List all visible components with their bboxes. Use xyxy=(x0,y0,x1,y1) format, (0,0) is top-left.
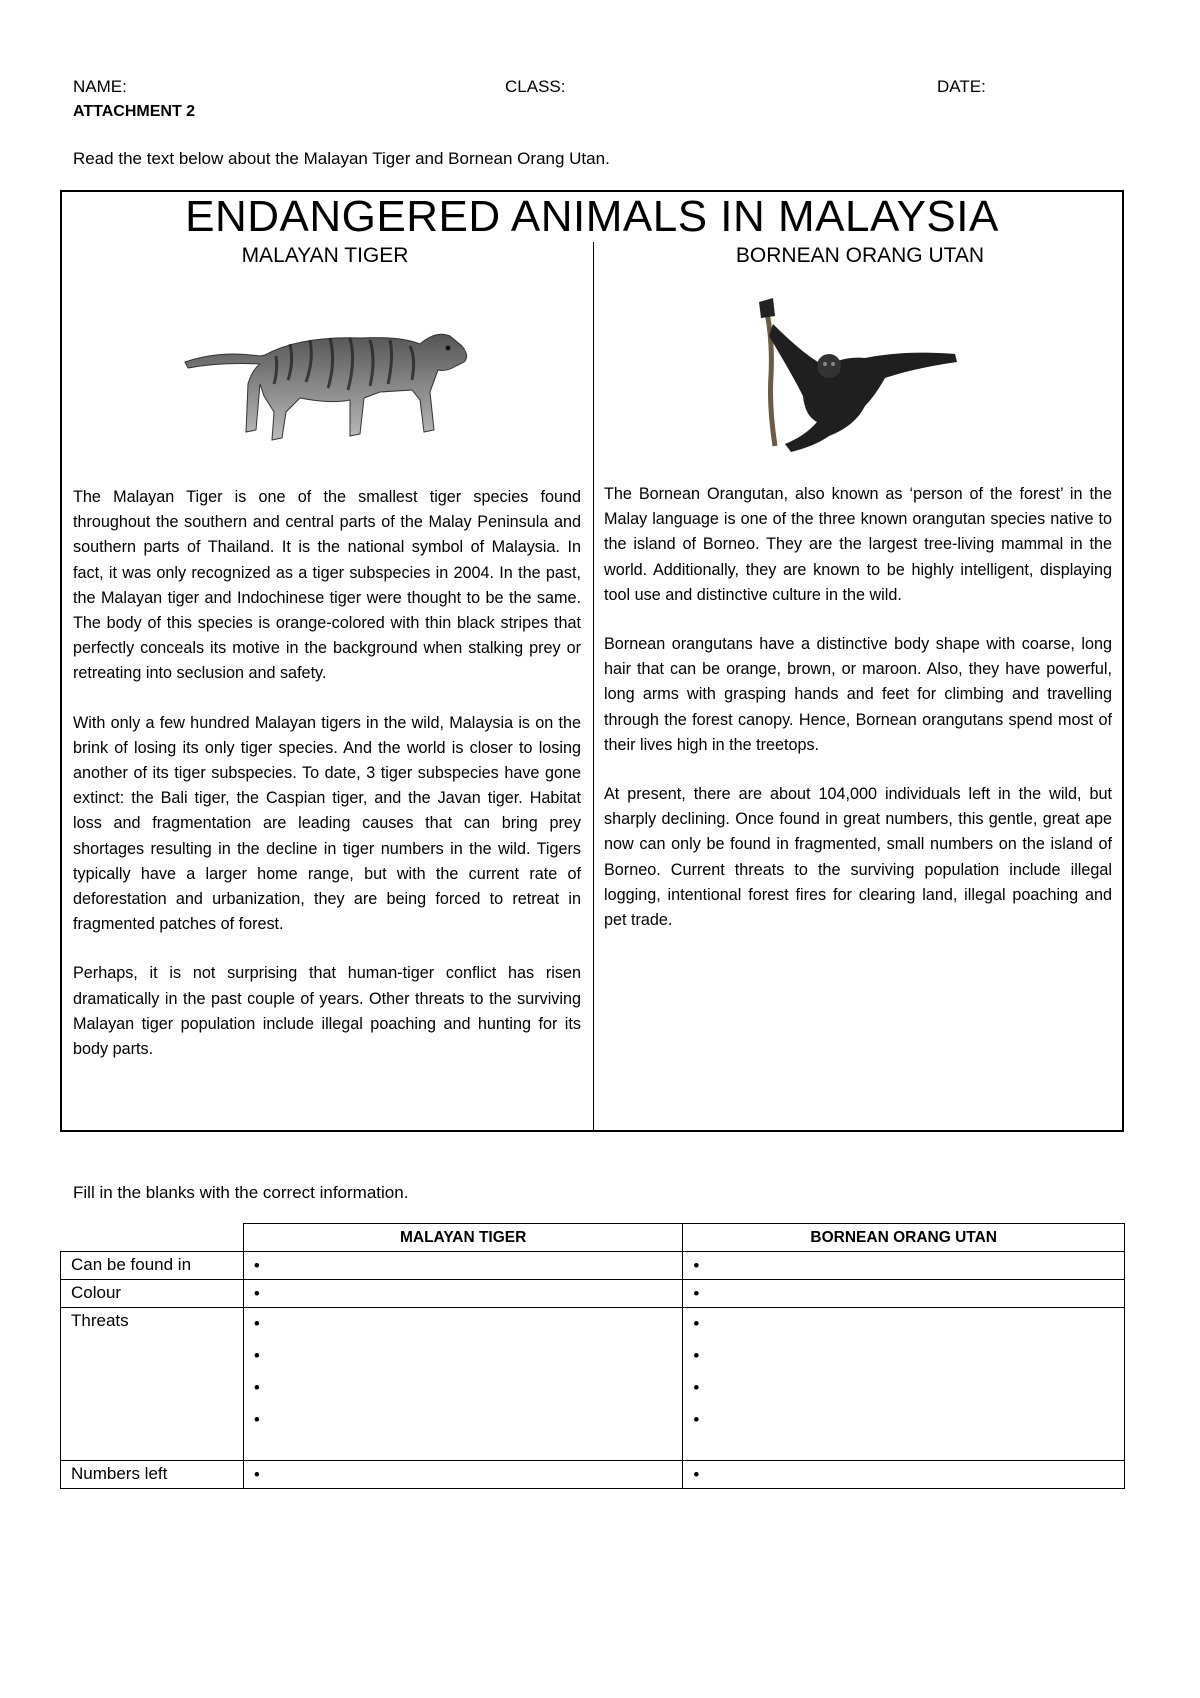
table-header-orangutan: BORNEAN ORANG UTAN xyxy=(683,1224,1125,1252)
orangutan-paragraph-2: Bornean orangutans have a distinctive body shape with coarse, long hair that can be orange, brown, or maroon. Also, they have powerful, long arms with grasping hands and feet for climbing and travelling through the forest canopy. Hence, Bornean orangutans spend most of their lives high in the treetops. xyxy=(604,635,1112,754)
bullet: • xyxy=(693,1346,700,1365)
row-label-numbers: Numbers left xyxy=(61,1461,244,1489)
tiger-paragraph-1: The Malayan Tiger is one of the smallest tiger species found throughout the southern and central parts of the Malay Peninsula and southern parts of Thailand. It is the national symbol of Malaysia. In fact, it was only recognized as a tiger subspecies in 2004. In the past, the Malayan tiger and Indochinese tiger were thought to be the same. The body of this species is orange-colored with thin black stripes that perfectly conceals its motive in the background when stalking prey or retreating into seclusion and safety. xyxy=(73,488,581,683)
orangutan-heading: BORNEAN ORANG UTAN xyxy=(735,244,985,267)
bullet: • xyxy=(253,1410,260,1429)
blank-tiger-found[interactable] xyxy=(243,1252,683,1280)
class-label: CLASS: xyxy=(505,77,566,96)
bullet: • xyxy=(693,1256,700,1275)
bullet: • xyxy=(693,1284,700,1303)
column-divider xyxy=(593,242,594,1130)
orangutan-paragraph-3: At present, there are about 104,000 individuals left in the wild, but sharply declining. Once found in great numbers, this gentle, great ape now can only be found in fragmented, small numbers on the island of Borneo. Current threats to the surviving population include illegal logging, intentional forest fires for clearing land, illegal poaching and pet trade. xyxy=(604,785,1112,930)
table-corner xyxy=(61,1224,244,1252)
table-row-numbers xyxy=(61,1461,1125,1489)
row-label-colour: Colour xyxy=(61,1280,244,1308)
name-label: NAME: xyxy=(73,77,127,96)
tiger-paragraph-3: Perhaps, it is not surprising that human-tiger conflict has risen dramatically in the past couple of years. Other threats to the surviving Malayan tiger population include illegal poaching and hunting for its body parts. xyxy=(73,964,581,1059)
table-row-threats xyxy=(61,1308,1125,1461)
orangutan-paragraph-1: The Bornean Orangutan, also known as ‘person of the forest’ in the Malay language is one of the three known orangutan species native to the island of Borneo. They are the largest tree-living mammal in the world. Additionally, they are known to be highly intelligent, displaying tool use and distinctive culture in the wild. xyxy=(604,485,1112,604)
bullet: • xyxy=(693,1378,700,1397)
date-label: DATE: xyxy=(937,77,986,96)
blank-orangutan-colour[interactable] xyxy=(683,1280,1125,1308)
table-header-tiger: MALAYAN TIGER xyxy=(243,1224,683,1252)
fill-table xyxy=(60,1223,1125,1489)
intro-text: Read the text below about the Malayan Tiger and Bornean Orang Utan. xyxy=(73,149,610,168)
bullet: • xyxy=(253,1346,260,1365)
bullet: • xyxy=(693,1410,700,1429)
tiger-heading: MALAYAN TIGER xyxy=(241,244,409,267)
blank-tiger-colour[interactable] xyxy=(243,1280,683,1308)
attachment-label: ATTACHMENT 2 xyxy=(73,103,196,120)
blank-tiger-threats[interactable] xyxy=(243,1308,683,1461)
table-row-found xyxy=(61,1252,1125,1280)
tiger-paragraph-2: With only a few hundred Malayan tigers in the wild, Malaysia is on the brink of losing its only tiger species. And the world is closer to losing another of its tiger subspecies. To date, 3 tiger subspecies have gone extinct: the Bali tiger, the Caspian tiger, and the Javan tiger. Habitat loss and fragmentation are leading causes that can bring prey shortages resulting in the decline in tiger numbers in the wild. Tigers typically have a larger home range, but with the current rate of deforestation and urbanization, they are being forced to retreat in fragmented patches of forest. xyxy=(73,713,581,934)
orangutan-text xyxy=(604,482,1112,957)
fill-intro: Fill in the blanks with the correct information. xyxy=(73,1183,409,1202)
bullet: • xyxy=(253,1378,260,1397)
bullet: • xyxy=(693,1314,700,1333)
bullet: • xyxy=(253,1284,260,1303)
table-row-colour xyxy=(61,1280,1125,1308)
bullet: • xyxy=(253,1314,260,1333)
blank-tiger-numbers[interactable] xyxy=(243,1461,683,1489)
tiger-image xyxy=(180,300,480,450)
bullet: • xyxy=(693,1465,700,1484)
bullet: • xyxy=(253,1465,260,1484)
row-label-found: Can be found in xyxy=(61,1252,244,1280)
tiger-text xyxy=(73,485,581,1086)
blank-orangutan-found[interactable] xyxy=(683,1252,1125,1280)
blank-orangutan-numbers[interactable] xyxy=(683,1461,1125,1489)
row-label-threats: Threats xyxy=(61,1308,244,1461)
bullet: • xyxy=(253,1256,260,1275)
box-title: ENDANGERED ANIMALS IN MALAYSIA xyxy=(185,192,999,241)
orangutan-image xyxy=(745,296,975,466)
blank-orangutan-threats[interactable] xyxy=(683,1308,1125,1461)
